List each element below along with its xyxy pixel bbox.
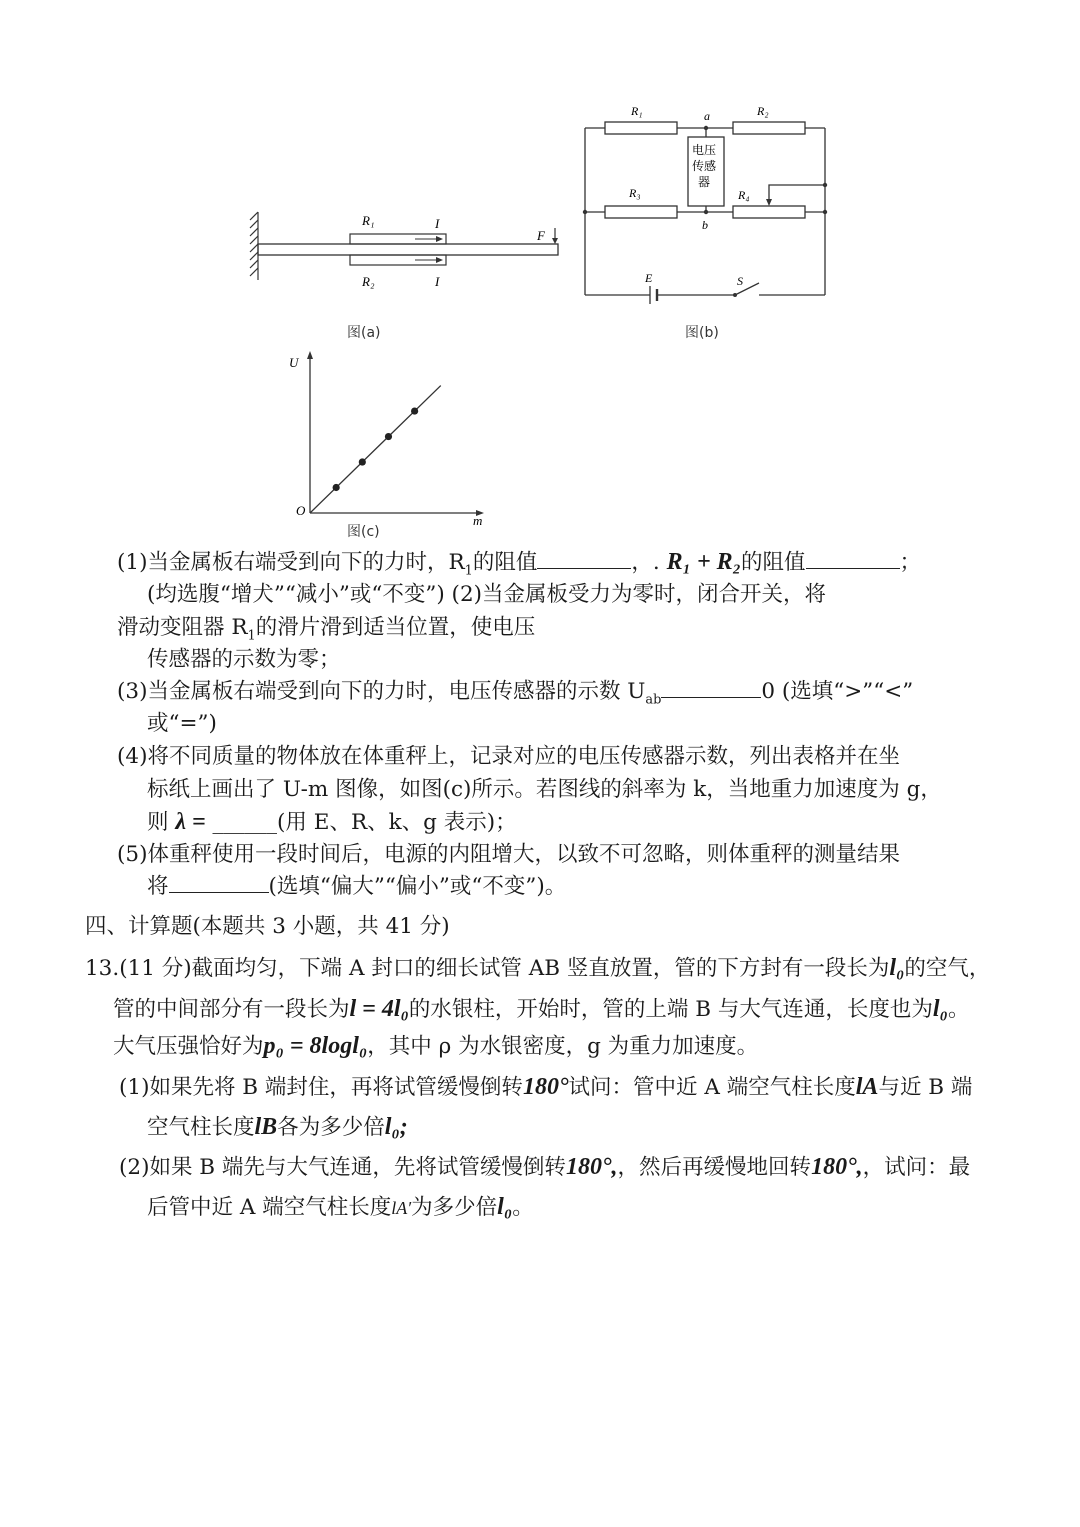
figure-c-chart: [280, 345, 495, 530]
problem-13-sub-1-line-2: 空气柱长度lB各为多少倍l₀;: [147, 1114, 408, 1140]
wall-hatch: [250, 212, 258, 280]
label-r4: R₄: [738, 188, 750, 202]
label-r2: R₂: [362, 274, 375, 289]
data-point-1: [333, 484, 340, 491]
answer-blank-r1r2[interactable]: [806, 548, 900, 569]
figure-b: [575, 95, 840, 310]
label-r1: R₁: [362, 213, 375, 228]
label-a: a: [704, 109, 710, 123]
y-axis-label: U: [289, 355, 299, 370]
question-3-line-2: 或“=”): [147, 711, 217, 736]
answer-blank-uab[interactable]: [661, 677, 761, 698]
problem-13-sub-2-line-2: 后管中近 A 端空气柱长度lA′为多少倍l₀。: [147, 1194, 534, 1220]
resistor-r2: [733, 122, 805, 134]
label-b: b: [702, 218, 708, 232]
problem-13-line-1: 13.(11 分)截面均匀，下端 A 封口的细长试管 AB 竖直放置，管的下方封有一段长为l₀的空气，: [85, 955, 991, 981]
figure-a-caption: 图(a): [347, 325, 381, 341]
resistor-r3: [605, 206, 677, 218]
label-r2: R₂: [757, 104, 769, 118]
data-point-3: [385, 433, 392, 440]
resistor-r1: [605, 122, 677, 134]
label-i-bottom: I: [435, 274, 440, 289]
question-4-line-2: 标纸上画出了 U-m 图像，如图(c)所示。若图线的斜率为 k，当地重力加速度为 g，: [147, 777, 942, 802]
question-1-note-line: (均选腹“增犬”“减小”或“不变”) (2)当金属板受力为零时，闭合开关，将: [147, 582, 827, 607]
label-r1: R₁: [631, 104, 643, 118]
label-r3: R₃: [629, 186, 641, 200]
problem-13-line-3: 大气压强恰好为p₀ = 8logl₀，其中 ρ 为水银密度，g 为重力加速度。: [113, 1033, 759, 1059]
label-s: S: [737, 274, 743, 288]
metal-plate: [258, 244, 558, 255]
question-4-line: (4)将不同质量的物体放在体重秤上，记录对应的电压传感器示数，列出表格并在坐: [117, 744, 900, 769]
figure-c-caption: 图(c): [347, 524, 380, 540]
label-sensor-2: 传感: [692, 159, 717, 173]
origin-label: O: [296, 503, 306, 518]
answer-blank-measure[interactable]: [169, 872, 269, 893]
figure-b-caption: 图(b): [685, 325, 719, 341]
resistor-r4: [733, 206, 805, 218]
question-3-line: (3)当金属板右端受到向下的力时，电压传感器的示数 $U_{ab}$ 0 (选填“>”“<”: [117, 679, 914, 708]
x-axis-label: m: [473, 513, 483, 528]
data-point-4: [411, 407, 418, 414]
fit-line: [310, 386, 441, 513]
problem-13-sub-2-line: (2)如果 B 端先与大气连通，先将试管缓慢倒转180°,，然后再缓慢地回转180°,，试问：最: [119, 1154, 971, 1180]
label-e: E: [645, 271, 653, 285]
section-heading: 四、计算题(本题共 3 小题，共 41 分): [85, 914, 450, 939]
label-force: F: [537, 228, 545, 243]
question-4-line-3: 则 λ = ______(用 E、R、k、g 表示)；: [147, 809, 517, 835]
problem-13-sub-1-line: (1)如果先将 B 端封住，再将试管缓慢倒转180°试问：管中近 A 端空气柱长度lA与近 B 端: [119, 1074, 973, 1100]
label-i-top: I: [435, 216, 440, 231]
label-sensor-3: 器: [698, 175, 711, 189]
label-sensor-1: 电压: [692, 143, 717, 157]
answer-blank-r1[interactable]: [537, 548, 631, 569]
problem-13-line-2: 管的中间部分有一段长为l = 4l₀的水银柱，开始时，管的上端 B 与大气连通，长度也为l₀。: [113, 996, 970, 1022]
question-5-line-2: 将 (选填“偏大”“偏小”或“不变”)。: [147, 874, 567, 899]
rheostat-slider: [769, 185, 825, 201]
question-5-line: (5)体重秤使用一段时间后，电源的内阻增大，以致不可忽略，则体重秤的测量结果: [117, 842, 900, 867]
data-point-2: [359, 458, 366, 465]
question-2-line: 滑动变阻器 $R_1$的滑片滑到适当位置，使电压: [117, 615, 536, 644]
question-2-line-2: 传感器的示数为零；: [147, 647, 341, 672]
figure-a: [240, 200, 570, 300]
question-1-line: (1)当金属板右端受到向下的力时，$R_1$的阻值 ，. R₁ + R₂的阻值 ；: [117, 549, 922, 579]
